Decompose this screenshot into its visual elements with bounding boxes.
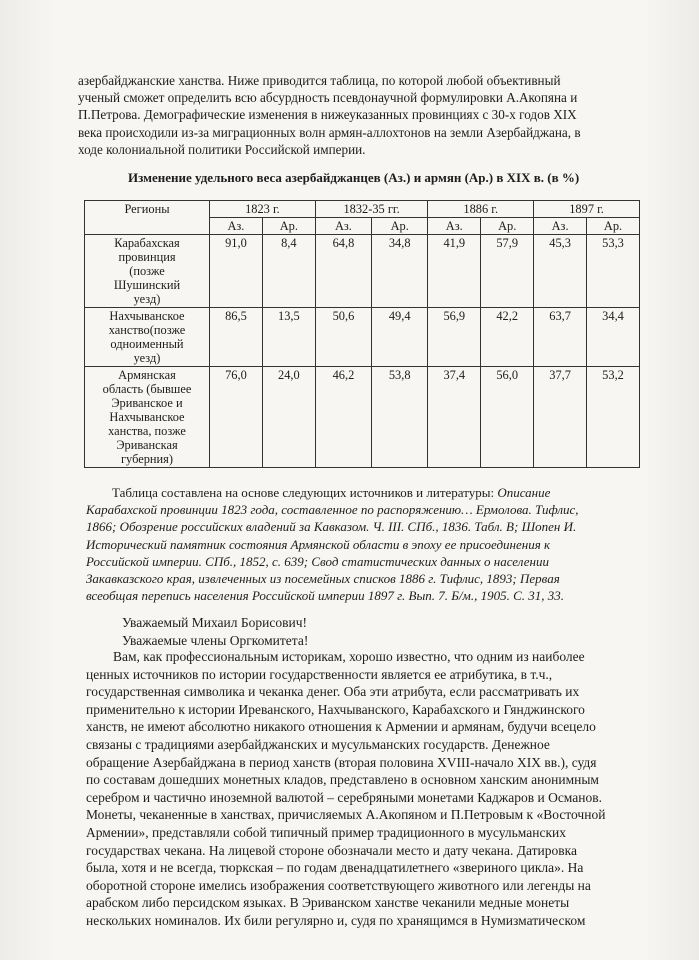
text-line: ученый сможет определить всю абсурдность псевдонаучной формулировки А.Акопяна и	[78, 90, 578, 106]
text-line: ходе колониальной политики Российской империи.	[78, 141, 366, 157]
text-line: связаны с традициями азербайджанских и мусульманских государств. Денежное	[86, 736, 550, 752]
subheader-ar: Ар.	[587, 218, 640, 235]
sources-citation: Российской империи. СПб., 1852, с. 639; Свод статистических данных о населении	[86, 553, 549, 569]
subheader-az: Аз.	[534, 218, 587, 235]
sources-citation: 1866; Обозрение российских владений за Кавказом. Ч. III. СПб., 1836. Табл. В; Шопен И.	[86, 519, 577, 535]
region-line: Карабахская	[114, 236, 180, 250]
text-line: обращение Азербайджана в период ханств (вторая половина XVIII-начало XIX вв.), судя	[86, 754, 597, 770]
region-cell	[85, 367, 210, 468]
text-line: государствах чекана. На лицевой стороне обозначали место и дату чекана. Датировка	[86, 842, 577, 858]
value-cell: 53,8	[372, 367, 428, 468]
sources-citation: Закавказского края, извлеченных из посемейных списков 1886 г. Тифлис, 1893; Первая	[86, 571, 560, 587]
text-line: П.Петрова. Демографические изменения в нижеуказанных провинциях с 30-х годов XIX	[78, 107, 577, 123]
text-line: азербайджанские ханства. Ниже приводится таблица, по которой любой объективный	[78, 73, 561, 88]
year-header: 1886 г.	[428, 201, 534, 218]
region-line: Эриванская	[116, 438, 178, 452]
text-line: была, хотя и не всегда, тюркская – по годам двенадцатилетнего «звериного цикла». На	[86, 860, 584, 876]
subheader-ar: Ар.	[481, 218, 534, 235]
region-cell	[85, 308, 210, 367]
value-cell: 63,7	[534, 308, 587, 367]
value-cell: 45,3	[534, 235, 587, 308]
subheader-az: Аз.	[210, 218, 263, 235]
region-header: Регионы	[85, 201, 210, 235]
region-line: ханство(позже	[108, 323, 186, 337]
salutation	[122, 614, 308, 650]
text-line	[86, 484, 642, 501]
text-line: ценных источников по истории государственности является ее атрибутика, в т.ч.,	[86, 666, 553, 682]
value-cell: 41,9	[428, 235, 481, 308]
region-line: губерния)	[120, 452, 174, 466]
value-cell: 24,0	[262, 367, 315, 468]
sources-citation: Описание	[497, 485, 551, 500]
region-line: Эриванское и	[111, 396, 183, 410]
value-cell: 13,5	[262, 308, 315, 367]
region-cell	[85, 235, 210, 308]
subheader-az: Аз.	[315, 218, 371, 235]
sources-lead: Таблица составлена на основе следующих источников и литературы:	[112, 485, 498, 500]
region-line: Нахчыванское	[109, 410, 185, 424]
subheader-ar: Ар.	[262, 218, 315, 235]
subheader-ar: Ар.	[372, 218, 428, 235]
value-cell: 50,6	[315, 308, 371, 367]
value-cell: 91,0	[210, 235, 263, 308]
text-line: Вам, как профессиональным историкам, хорошо известно, что одним из наиболее	[86, 649, 585, 664]
value-cell: 56,9	[428, 308, 481, 367]
value-cell: 53,3	[587, 235, 640, 308]
value-cell: 34,8	[372, 235, 428, 308]
text-line: Монеты, чеканенные в ханствах, причисляемых А.Акопяном и П.Петровым к «Восточной	[86, 807, 606, 823]
population-table	[84, 200, 640, 468]
value-cell: 76,0	[210, 367, 263, 468]
text-line: Армении», представляли собой типичный пример традиционного в мусульманских	[86, 824, 566, 840]
table-row	[85, 367, 640, 468]
region-line: уезд)	[133, 292, 161, 306]
value-cell: 49,4	[372, 308, 428, 367]
value-cell: 34,4	[587, 308, 640, 367]
value-cell: 86,5	[210, 308, 263, 367]
value-cell: 8,4	[262, 235, 315, 308]
sources-citation: Карабахской провинции 1823 года, составленное по распоряжению… Ермолова. Тифлис,	[86, 502, 579, 518]
region-line: одноименный	[110, 337, 184, 351]
text-line: применительно к истории Иреванского, Нахчыванского, Карабахского и Гянджинского	[86, 701, 585, 717]
value-cell: 57,9	[481, 235, 534, 308]
text-line: серебром и частично иноземной валютой – серебряными монетами Каджаров и Османов.	[86, 789, 602, 805]
salutation-line: Уважаемый Михаил Борисович!	[122, 615, 307, 630]
region-line: ханства, позже	[108, 424, 186, 438]
salutation-line: Уважаемые члены Оргкомитета!	[122, 633, 309, 648]
text-line: арабском либо персидском языках. В Эриванском ханстве чеканили медные монеты	[86, 895, 570, 911]
table-row	[85, 308, 640, 367]
value-cell: 46,2	[315, 367, 371, 468]
value-cell: 37,7	[534, 367, 587, 468]
text-line: века происходили из-за миграционных волн армян-аллохтонов на земли Азербайджана, в	[78, 124, 581, 140]
value-cell: 56,0	[481, 367, 534, 468]
text-line: нескольких номиналов. Их били регулярно и, судя по хранящимся в Нумизматическом	[86, 912, 586, 928]
text-line: государственная символика и чеканка денег. Оба эти атрибута, если рассматривать их	[86, 684, 580, 700]
year-header: 1832-35 гг.	[315, 201, 428, 218]
year-header: 1897 г.	[534, 201, 640, 218]
region-line: провинция	[118, 250, 176, 264]
sources-citation: всеобщая перепись населения Российской империи 1897 г. Вып. 7. Б/м., 1905. С. 31, 33.	[86, 588, 565, 604]
table-header-row	[85, 201, 640, 218]
value-cell: 42,2	[481, 308, 534, 367]
text-line: ханств, не имеют абсолютно никакого отношения к Армении и армянам, будучи всецело	[86, 719, 596, 735]
region-line: область (бывшее	[102, 382, 192, 396]
region-line: Нахчыванское	[109, 309, 185, 323]
value-cell: 53,2	[587, 367, 640, 468]
intro-paragraph	[78, 72, 638, 158]
region-line: (позже	[129, 264, 165, 278]
body-paragraph	[86, 648, 646, 930]
region-line: Армянская	[118, 368, 176, 382]
value-cell: 64,8	[315, 235, 371, 308]
text-line: по составам дошедших монетных кладов, представлено в основном ханским анонимным	[86, 772, 599, 788]
table-title: Изменение удельного веса азербайджанцев (Аз.) и армян (Ар.) в XIX в. (в %)	[128, 170, 580, 185]
sources-citation: Исторический памятник состояния Армянской области в эпоху ее присоединения к	[86, 536, 551, 552]
table-row	[85, 235, 640, 308]
sources-paragraph	[86, 484, 642, 604]
region-line: уезд)	[133, 351, 161, 365]
text-line: оборотной стороне имелись изображения соответствующего животного или легенды на	[86, 877, 591, 893]
year-header: 1823 г.	[210, 201, 316, 218]
region-line: Шушинский	[113, 278, 181, 292]
value-cell: 37,4	[428, 367, 481, 468]
subheader-az: Аз.	[428, 218, 481, 235]
